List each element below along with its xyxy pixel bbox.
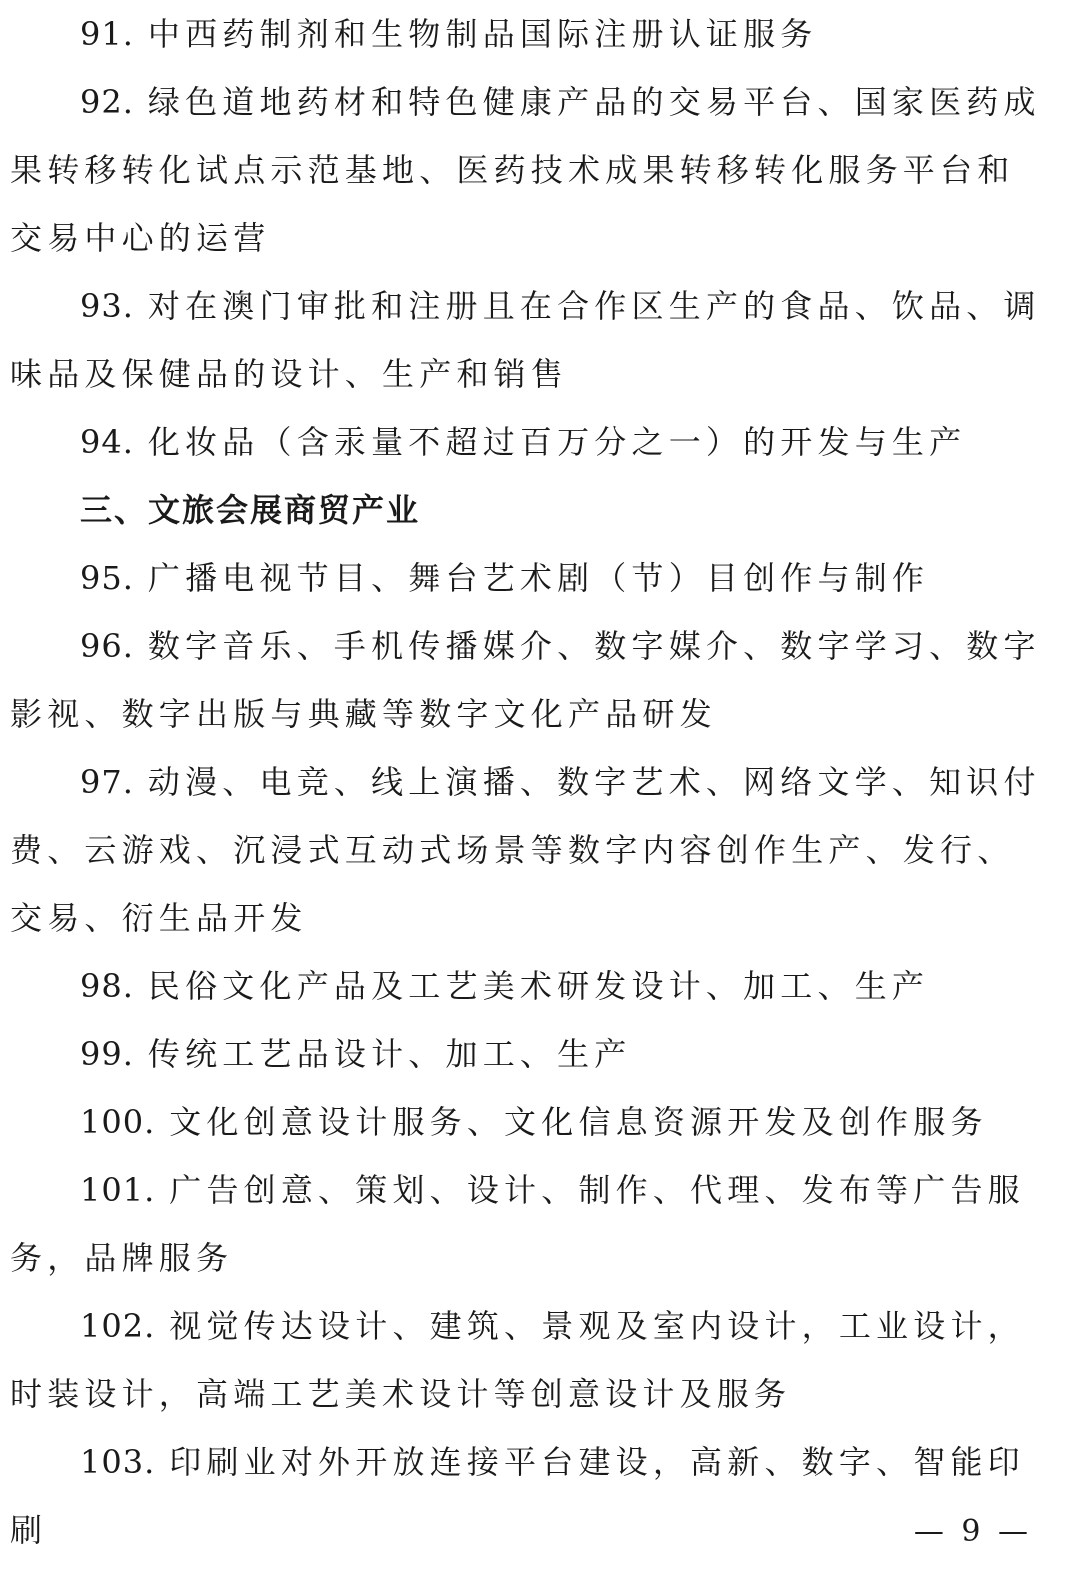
- item-number: 91.: [80, 15, 134, 53]
- list-item: [10, 1020, 1050, 1088]
- item-number: 101.: [80, 1171, 156, 1209]
- item-text: 传统工艺品设计、加工、生产: [147, 1035, 632, 1073]
- item-text: 中西药制剂和生物制品国际注册认证服务: [147, 15, 818, 53]
- list-item: [10, 544, 1050, 612]
- item-text: 绿色道地药材和特色健康产品的交易平台、国家医药成果转移转化试点示范基地、医药技术成果转移转化服务平台和交易中心的运营: [10, 83, 1041, 257]
- item-text: 文化创意设计服务、文化信息资源开发及创作服务: [169, 1103, 988, 1141]
- item-text: 印刷业对外开放连接平台建设，高新、数字、智能印刷: [10, 1443, 1025, 1549]
- item-number: 92.: [80, 83, 134, 121]
- item-text: 视觉传达设计、建筑、景观及室内设计，工业设计，时装设计，高端工艺美术设计等创意设计及服务: [10, 1307, 1025, 1413]
- item-number: 93.: [80, 287, 134, 325]
- item-number: 99.: [80, 1035, 134, 1073]
- item-text: 民俗文化产品及工艺美术研发设计、加工、生产: [147, 967, 930, 1005]
- item-number: 102.: [80, 1307, 156, 1345]
- section-heading: 三、文旅会展商贸产业: [80, 491, 421, 529]
- list-item: [10, 408, 1050, 476]
- item-text: 广告创意、策划、设计、制作、代理、发布等广告服务，品牌服务: [10, 1171, 1025, 1277]
- list-item: [10, 1156, 1050, 1292]
- item-number: 100.: [80, 1103, 156, 1141]
- page-number: — 9 —: [913, 1514, 1032, 1549]
- item-number: 94.: [80, 423, 134, 461]
- list-item: [10, 1088, 1050, 1156]
- list-item: [10, 68, 1050, 272]
- item-text: 广播电视节目、舞台艺术剧（节）目创作与制作: [147, 559, 930, 597]
- item-number: 98.: [80, 967, 134, 1005]
- item-number: 95.: [80, 559, 134, 597]
- list-item: [10, 612, 1050, 748]
- document-body: [10, 0, 1050, 1564]
- list-item: [10, 1292, 1050, 1428]
- item-text: 数字音乐、手机传播媒介、数字媒介、数字学习、数字影视、数字出版与典藏等数字文化产品研发: [10, 627, 1041, 733]
- item-text: 对在澳门审批和注册且在合作区生产的食品、饮品、调味品及保健品的设计、生产和销售: [10, 287, 1041, 393]
- list-item: [10, 0, 1050, 68]
- list-item: [10, 748, 1050, 952]
- list-item: [10, 1428, 1050, 1564]
- item-number: 97.: [80, 763, 134, 801]
- list-item: [10, 952, 1050, 1020]
- item-text: 化妆品（含汞量不超过百万分之一）的开发与生产: [147, 423, 967, 461]
- item-text: 动漫、电竞、线上演播、数字艺术、网络文学、知识付费、云游戏、沉浸式互动式场景等数字内容创作生产、发行、交易、衍生品开发: [10, 763, 1041, 937]
- list-item: [10, 272, 1050, 408]
- item-number: 103.: [80, 1443, 156, 1481]
- item-number: 96.: [80, 627, 134, 665]
